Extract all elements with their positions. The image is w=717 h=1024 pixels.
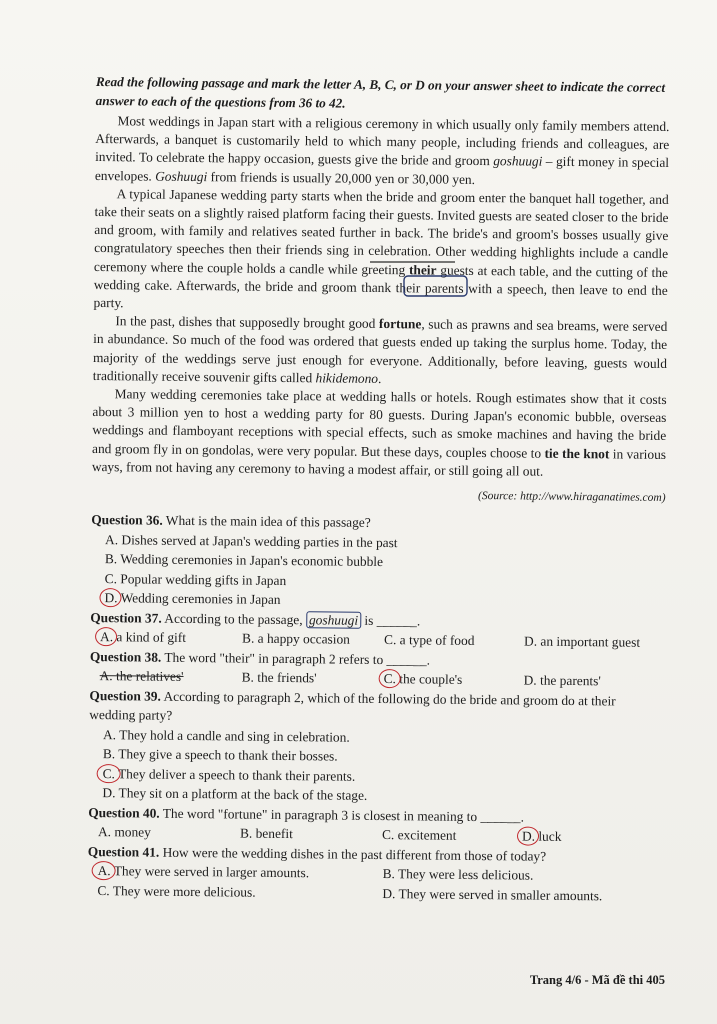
q41-option-b[interactable]: B. They were less delicious.	[382, 866, 534, 883]
q39-option-c-text: C. They deliver a speech to thank their parents.	[102, 765, 356, 784]
paragraph-1-text-2: – gift money in special envelopes.	[94, 154, 670, 184]
paragraph-4-text-2: in various ways, from not having any ceremony to having a modest affair, or still going all out.	[91, 446, 667, 479]
q36-option-a[interactable]: A. Dishes served at Japan's wedding parties in the past	[105, 531, 398, 550]
q38-option-c[interactable]	[384, 669, 524, 690]
tie-the-knot-keyword: tie the knot	[544, 445, 610, 462]
q38-option-d[interactable]: D. the parents'	[523, 672, 601, 689]
paragraph-3-text: In the past, dishes that supposedly brought good	[115, 313, 380, 332]
q41-option-c[interactable]: C. They were more delicious.	[97, 882, 256, 900]
question-40-stem: The word "fortune" in paragraph 3 is closest in meaning to ______.	[159, 805, 525, 825]
goshuugi-term: goshuugi	[493, 153, 543, 170]
paragraph-1-text-3: from friends is usually 20,000 yen or 30,000 yen.	[207, 168, 476, 187]
question-41-stem: How were the wedding dishes in the past different from those of today?	[159, 844, 547, 864]
paragraph-3	[93, 312, 668, 391]
question-38-number: Question 38.	[89, 648, 162, 665]
question-39	[89, 686, 663, 731]
question-37-stem-2: is ______.	[361, 612, 421, 628]
q36-option-d-text: D. Wedding ceremonies in Japan	[104, 590, 281, 608]
paragraph-2	[93, 185, 668, 318]
q40-option-b[interactable]: B. benefit	[239, 825, 293, 842]
paragraph-3-text-3: .	[377, 370, 382, 386]
q38-option-a[interactable]: A. the relatives'	[99, 668, 184, 685]
q40-option-c[interactable]: C. excitement	[381, 827, 457, 843]
q36-option-c[interactable]: C. Popular wedding gifts in Japan	[104, 570, 287, 588]
question-36-stem: What is the main idea of this passage?	[162, 512, 371, 530]
q38-option-c-text: C. the couple's	[383, 671, 463, 687]
question-38-stem: The word "their" in paragraph 2 refers to ______.	[161, 649, 431, 668]
goshuugi-boxed: goshuugi	[306, 611, 361, 629]
question-37-number: Question 37.	[90, 609, 162, 626]
paragraph-3-text-2: , such as prawns and sea breams, were served in abundance. So much of the food was ordered that guests ended up taking the surplus home. Today, the majority of the weddings serve just enough for everyone. Additionally, before leaving, guests would traditionally receive souvenir gifts called	[92, 316, 668, 386]
q37-option-a-text: A. a kind of gift	[100, 629, 187, 646]
goshuugi-term-2: Goshuugi	[155, 168, 208, 184]
source-citation: (Source: http://www.hiraganatimes.com)	[478, 490, 666, 505]
paragraph-2-text: A typical Japanese wedding party starts when the bride and groom enter the banquet hall together, and take their seats on a slightly raised platform facing their guests. Invited guests are seated closer to the bride and groom, with family and relatives seated further in back. The bride's and groom's bosses usually give congratulatory speeches then their friends sing in celebration. Other wedding highlights include a candle ceremony where the couple holds a candle while greeting	[93, 186, 669, 277]
q39-option-d[interactable]: D. They sit on a platform at the back of the stage.	[102, 785, 368, 803]
instruction: Read the following passage and mark the letter A, B, C, or D on your answer sheet to indicate the correct answer to each of the questions from 36 to 42.	[95, 73, 666, 111]
question-40-number: Question 40.	[88, 804, 160, 821]
paragraph-1	[95, 112, 670, 191]
exam-sheet	[87, 72, 670, 906]
q37-option-c[interactable]: C. a type of food	[383, 632, 475, 649]
q40-option-d[interactable]	[522, 827, 562, 847]
q37-option-b[interactable]: B. a happy occasion	[242, 630, 350, 647]
q39-option-a[interactable]: A. They hold a candle and sing in celebration.	[102, 726, 350, 745]
their-keyword: their	[408, 261, 437, 278]
q38-option-b[interactable]: B. the friends'	[241, 669, 317, 686]
q39-option-b[interactable]: B. They give a speech to thank their bosses.	[102, 746, 338, 764]
paragraph-1-text: Most weddings in Japan start with a religious ceremony in which usually only family members attend. Afterwards, a banquet is customarily held to which many people, including friends and colleagues, are invited. To celebrate the happy occasion, guests give the bride and groom	[95, 113, 670, 169]
q37-option-d[interactable]: D. an important guest	[523, 633, 641, 650]
paragraph-4-text: Many wedding ceremonies take place at wedding halls or hotels. Rough estimates show that it costs about 3 million yen to host a wedding party for 80 guests. During Japan's economic bubble, overseas weddings and flamboyant receptions with special effects, such as smoke machines and having the bride and groom fly in on gondolas, were very popular. But these days, couples choose to	[91, 386, 667, 461]
paragraph-4	[92, 385, 667, 482]
q40-option-a[interactable]: A. money	[97, 824, 151, 840]
q41-option-a-text: A. They were served in larger amounts.	[97, 863, 310, 881]
page-footer: Trang 4/6 - Mã đề thi 405	[529, 973, 665, 987]
q36-option-b[interactable]: B. Wedding ceremonies in Japan's economic bubble	[104, 551, 384, 570]
q41-option-d[interactable]: D. They were served in smaller amounts.	[382, 885, 603, 903]
question-37-stem: According to the passage,	[161, 610, 307, 627]
hikidemono-term: hikidemono	[315, 370, 379, 386]
question-39-number: Question 39.	[89, 687, 161, 704]
fortune-keyword: fortune	[378, 316, 422, 332]
question-36-number: Question 36.	[91, 512, 163, 528]
paragraph-2-text-2: guests at each table, and the cutting of the wedding cake. Afterwards, the bride and groom thank their parents with a speech, then leave to end the party.	[93, 262, 669, 311]
question-39-stem: According to paragraph 2, which of the following do the bride and groom do at their wedding party?	[89, 688, 616, 723]
q37-option-a[interactable]	[100, 627, 242, 648]
q40-option-d-text: D. luck	[521, 828, 562, 844]
question-41-number: Question 41.	[87, 843, 160, 860]
